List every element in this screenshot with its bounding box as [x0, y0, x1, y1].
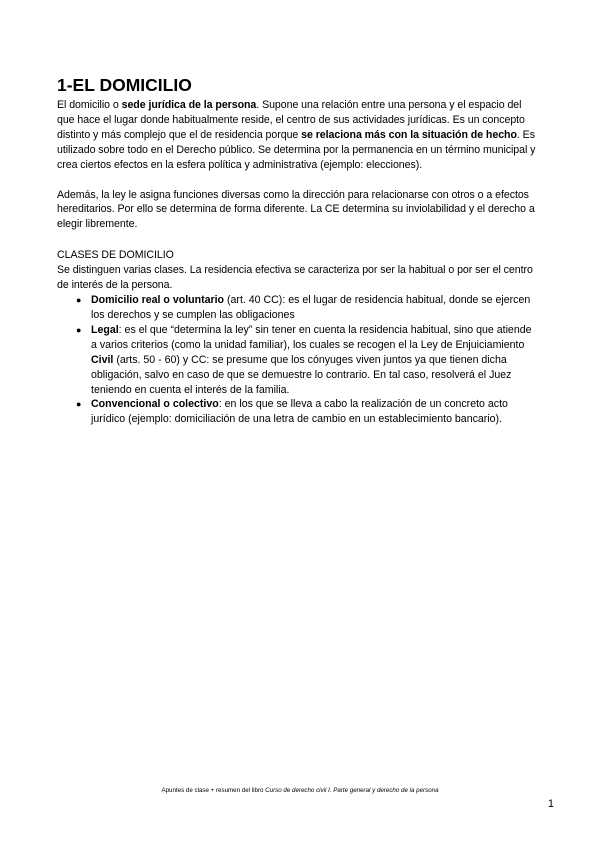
paragraph-funciones: Además, la ley le asigna funciones diversas como la dirección para relacionarse con otros o a efectos hereditarios. Por ello se determina de forma diferente. La CE determina su inviolabilidad y el derecho a elegir libremente.: [57, 188, 535, 231]
list-item: ● Legal: es el que “determina la ley” sin tener en cuenta la residencia habitual, sino que atiende a varios criterios (como la unidad familiar), los cuales se recogen el la Ley de Enjuiciamiento Civil (arts. 50 - 60) y CC: se presume que los cónyuges viven juntos ya que tienen dicha obligación, salvo en caso de que se demuestre lo contrario. En tal caso, resolverá el Juez teniendo en cuenta el interés de la familia.: [76, 323, 532, 396]
page-number: 1: [547, 798, 554, 810]
bullet-icon: ●: [76, 324, 82, 335]
paragraph-domicilio-definition: El domicilio o sede jurídica de la persona. Supone una relación entre una persona y el espacio del que hace el lugar donde habitualmente reside, el centro de sus actividades jurídicas. Es un concepto distinto y más complejo que el de residencia porque se relaciona más con la situación de hecho. Es utilizado sobre todo en el Derecho público. Se determina por la permanencia en un término municipal y crea ciertos efectos en la esfera política y administrativa (ejemplo: elecciones).: [57, 99, 536, 171]
domicile-types-list: [57, 293, 537, 427]
subsection-intro: Se distinguen varias clases. La residencia efectiva se caracteriza por ser la habitual o por ser el centro de interés de la persona.: [57, 264, 533, 292]
book-title: Curso de derecho civil I. Parte general y derecho de la persona: [265, 787, 439, 794]
list-item: ● Convencional o colectivo: en los que se lleva a cabo la realización de un concreto acto jurídico (ejemplo: domiciliación de una letra de cambio en un establecimiento bancario).: [76, 398, 508, 426]
bold-term-situacion: se relaciona más con la situación de hecho: [301, 128, 517, 141]
bullet-icon: ●: [76, 295, 82, 306]
bold-term-sede: sede jurídica de la persona: [121, 99, 257, 111]
subsection-title: CLASES DE DOMICILIO: [57, 249, 174, 262]
list-item: ● Domicilio real o voluntario (art. 40 CC): es el lugar de residencia habitual, donde se ejercen los derechos y se cumplen las obligaciones: [76, 294, 531, 321]
page-content: [57, 74, 537, 427]
bullet-icon: ●: [76, 399, 82, 410]
page-footer: Apuntes de clase + resumen del libro Curso de derecho civil I. Parte general y derecho de la persona: [161, 787, 439, 794]
section-heading: 1-EL DOMICILIO: [57, 75, 192, 95]
